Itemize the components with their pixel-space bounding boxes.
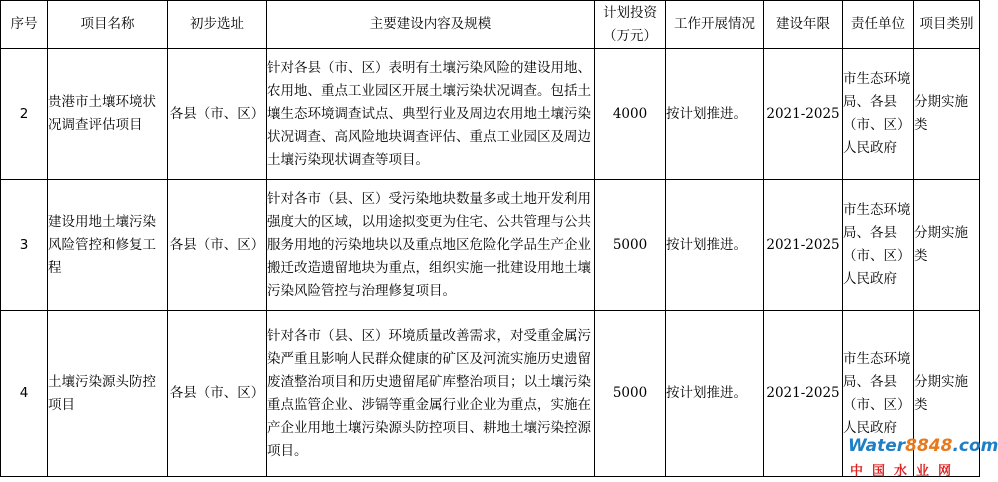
cell-site: 各县（市、区） — [168, 180, 267, 311]
header-status: 工作开展情况 — [666, 1, 764, 49]
cell-name: 贵港市土壤环境状况调查评估项目 — [48, 49, 168, 180]
watermark-logo — [846, 436, 998, 482]
cell-name: 建设用地土壤污染风险管控和修复工程 — [48, 180, 168, 311]
cell-category: 分期实施类 — [914, 180, 980, 311]
cell-investment: 5000 — [595, 180, 666, 311]
cell-years: 2021-2025 — [764, 49, 843, 180]
table-row — [1, 180, 980, 311]
cell-no: 2 — [1, 49, 48, 180]
cell-site: 各县（市、区） — [168, 311, 267, 477]
header-site: 初步选址 — [168, 1, 267, 49]
cell-site: 各县（市、区） — [168, 49, 267, 180]
header-years: 建设年限 — [764, 1, 843, 49]
cell-content: 针对各县（市、区）表明有土壤污染风险的建设用地、农用地、重点工业园区开展土壤污染状况调查。包括土壤生态环境调查试点、典型行业及周边农用地土壤污染状况调查、高风险地块调查评估、重点工业园区及周边土壤污染现状调查等项目。 — [267, 49, 595, 180]
header-dept: 责任单位 — [843, 1, 914, 49]
cell-no: 4 — [1, 311, 48, 477]
cell-no: 3 — [1, 180, 48, 311]
table-row — [1, 311, 980, 477]
watermark-subtitle: 中国水业网 — [850, 464, 961, 479]
cell-dept: 市生态环境局、各县（市、区）人民政府 — [843, 311, 914, 477]
header-investment: 计划投资（万元） — [595, 1, 666, 49]
cell-content: 针对各市（县、区）受污染地块数量多或土地开发利用强度大的区域，以用途拟变更为住宅、公共管理与公共服务用地的污染地块以及重点地区危险化学品生产企业搬迁改造遗留地块为重点，组织实施一批建设用地土壤污染风险管控与治理修复项目。 — [267, 180, 595, 311]
cell-dept: 市生态环境局、各县（市、区）人民政府 — [843, 49, 914, 180]
cell-name: 土壤污染源头防控项目 — [48, 311, 168, 477]
cell-content: 针对各市（县、区）环境质量改善需求，对受重金属污染严重且影响人民群众健康的矿区及河流实施历史遗留废渣整治项目和历史遗留尾矿库整治项目；以土壤污染重点监管企业、涉镉等重金属行业企业为重点，实施在产企业用地土壤污染源头防控项目、耕地土壤污染控源项目。 — [267, 311, 595, 477]
cell-dept: 市生态环境局、各县（市、区）人民政府 — [843, 180, 914, 311]
cell-status: 按计划推进。 — [666, 311, 764, 477]
header-no: 序号 — [1, 1, 48, 49]
watermark-wordmark: Water8848.com — [848, 436, 998, 456]
header-row — [1, 1, 980, 49]
cell-investment: 5000 — [595, 311, 666, 477]
table-row — [1, 49, 980, 180]
cell-category: 分期实施类 — [914, 49, 980, 180]
header-category: 项目类别 — [914, 1, 980, 49]
cell-category: 分期实施类 — [914, 311, 980, 477]
header-name: 项目名称 — [48, 1, 168, 49]
header-content: 主要建设内容及规模 — [267, 1, 595, 49]
cell-years: 2021-2025 — [764, 311, 843, 477]
cell-status: 按计划推进。 — [666, 49, 764, 180]
cell-investment: 4000 — [595, 49, 666, 180]
cell-status: 按计划推进。 — [666, 180, 764, 311]
cell-years: 2021-2025 — [764, 180, 843, 311]
